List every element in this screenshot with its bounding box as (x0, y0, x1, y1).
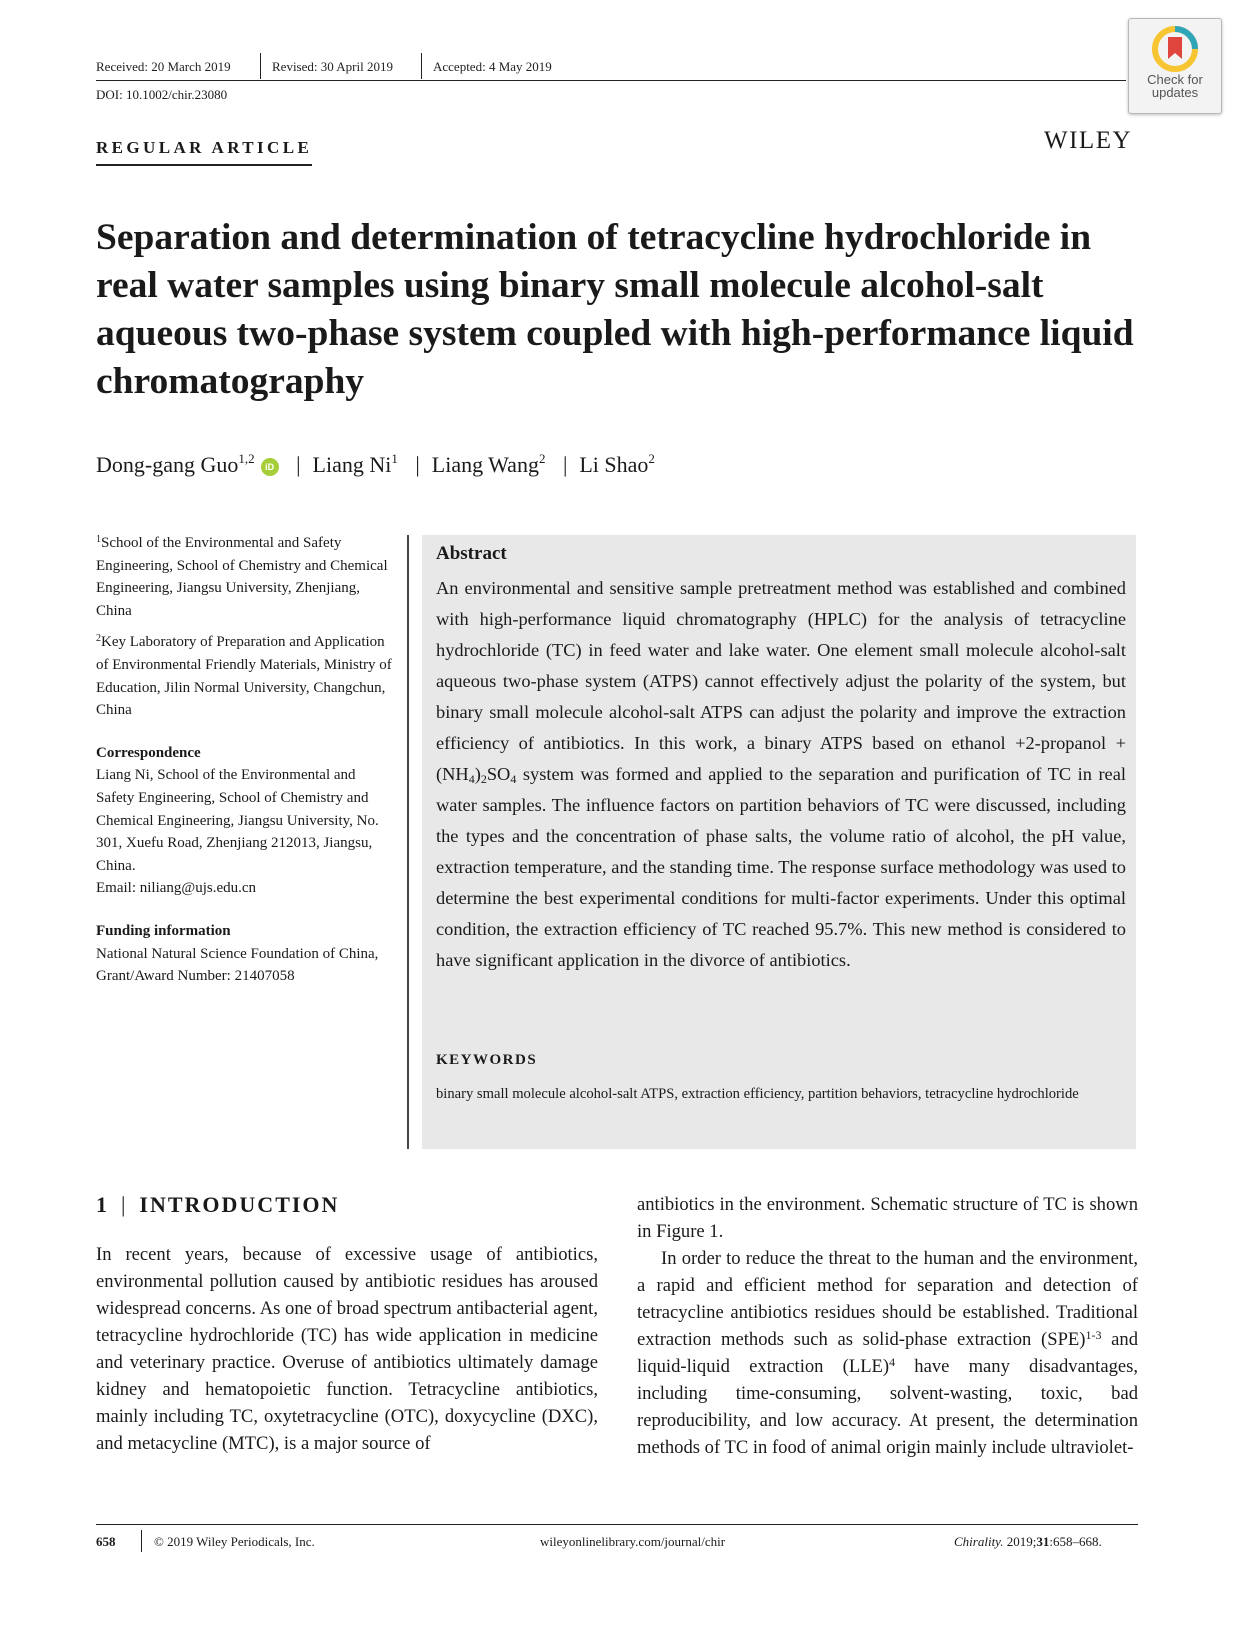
author-separator: | (562, 452, 568, 477)
author-separator: | (296, 452, 301, 477)
author-affiliation: 1 (391, 451, 398, 466)
crossmark-icon (1151, 25, 1199, 73)
section-separator: | (121, 1192, 128, 1217)
correspondence-heading: Correspondence (96, 744, 201, 761)
footer-rule (96, 1524, 1138, 1525)
received-date: Received: 20 March 2019 (96, 59, 231, 74)
body-paragraph: In order to reduce the threat to the human and the environment, a rapid and efficient method for separation and detection of tetracycline antibiotics residues should be established. Traditional extraction methods such as solid-phase extraction (SPE)$^{1-3}$ and liquid-liquid extraction (LLE)$^4$ have many disadvantages, including time-consuming, solvent-wasting, toxic, bad reproducibility, and low accuracy. At present, the determination methods of TC in food of animal origin mainly include ultraviolet- (637, 1248, 1139, 1458)
section-title: INTRODUCTION (139, 1192, 340, 1217)
accepted-date: Accepted: 4 May 2019 (433, 59, 552, 74)
affiliation: $^1$School of the Environmental and Safety Engineering, School of Chemistry and Chemical Engineering, Jiangsu University, Zhenjiang, China (96, 534, 388, 619)
section-heading (96, 1192, 339, 1218)
author-separator: | (415, 452, 420, 477)
revised-date: Revised: 30 April 2019 (272, 59, 393, 74)
article-info-column (96, 532, 394, 988)
header-divider (421, 53, 422, 79)
copyright: © 2019 Wiley Periodicals, Inc. (154, 1534, 315, 1549)
citation-ref[interactable]: 1-3 (1085, 1328, 1102, 1342)
affiliation: $^2$Key Laboratory of Preparation and Application of Environmental Friendly Materials, Ministry of Education, Jilin Normal University, Changchun, China (96, 633, 392, 719)
author-name[interactable]: Liang Wang (431, 452, 539, 477)
author-list (96, 452, 655, 478)
correspondence-email[interactable]: Email: niliang@ujs.edu.cn (96, 880, 257, 897)
article-title: Separation and determination of tetracycline hydrochloride in real water samples using binary small molecule alcohol-salt aqueous two-phase system coupled with high-performance liquid chromatography (96, 217, 1134, 402)
citation-ref[interactable]: 4 (889, 1355, 896, 1369)
author-affiliation: 2 (648, 451, 655, 466)
abstract-box (422, 535, 1136, 1149)
author-affiliation: 1,2 (238, 451, 255, 466)
orcid-icon[interactable]: iD (261, 458, 279, 476)
body-paragraph: antibiotics in the environment. Schematic structure of TC is shown in Figure 1. (637, 1194, 1138, 1242)
author-name[interactable]: Liang Ni (312, 452, 392, 477)
abstract-heading: Abstract (436, 543, 507, 564)
body-column-right (637, 1191, 1138, 1461)
author-name[interactable]: Li Shao (579, 452, 649, 477)
section-number: 1 (96, 1192, 109, 1217)
funding-heading: Funding information (96, 922, 231, 939)
journal-url[interactable]: wileyonlinelibrary.com/journal/chir (540, 1534, 726, 1549)
correspondence-text: Liang Ni, School of the Environmental and Safety Engineering, School of Chemistry and Chemical Engineering, Jiangsu University, No. 301, Xuefu Road, Zhenjiang 212013, Jiangsu, China. (96, 767, 379, 874)
abstract-text: An environmental and sensitive sample pretreatment method was established and combined with high-performance liquid chromatography (HPLC) for the analysis of tetracycline hydrochloride (TC) in feed water and lake water. One element small molecule alcohol-salt aqueous two-phase system (ATPS) cannot effectively adjust the polarity of the system, but binary small molecule alcohol-salt ATPS can adjust the polarity and improve the extraction efficiency of antibiotics. In this work, a binary ATPS based on ethanol +2-propanol + $(NH_4)_2SO_4$ system was formed and applied to the separation and purification of TC in real water samples. The influence factors on partition behaviors of TC were discussed, including the types and the concentration of phase salts, the volume ratio of alcohol, the pH value, extraction temperature, and the standing time. The response surface methodology was used to determine the best experimental conditions for multi-factor experiments. Under this optimal condition, the extraction efficiency of TC reached 95.7%. This new method is considered to have significant application in the divorce of antibiotics. (436, 578, 1126, 970)
page-number: 658 (96, 1534, 116, 1549)
footer-divider (141, 1530, 142, 1552)
header-rule (96, 80, 1126, 81)
column-divider (407, 535, 409, 1149)
badge-label-line1: Check for (1147, 72, 1203, 87)
check-for-updates-badge[interactable] (1128, 18, 1222, 114)
article-type: REGULAR ARTICLE (96, 138, 312, 166)
keywords-heading: KEYWORDS (436, 1052, 538, 1068)
publisher-logo: WILEY (1044, 127, 1133, 154)
author-affiliation: 2 (538, 451, 546, 466)
funding-text: National Natural Science Foundation of China, Grant/Award Number: 21407058 (96, 945, 379, 985)
doi[interactable]: DOI: 10.1002/chir.23080 (96, 87, 228, 102)
citation: Chirality. 2019;31:658–668. (954, 1534, 1102, 1549)
author-name[interactable]: Dong-gang Guo (96, 452, 239, 477)
body-paragraph: In recent years, because of excessive usage of antibiotics, environmental pollution caused by antibiotic residues has aroused widespread concerns. As one of broad spectrum antibacterial agent, tetracycline hydrochloride (TC) has wide application in medicine and veterinary practice. Overuse of antibiotics ultimately damage kidney and hematopoietic function. Tetracycline antibiotics, mainly including TC, oxytetracycline (OTC), doxycycline (DXC), and metacycline (MTC), is a major source of (96, 1244, 598, 1454)
keywords-list: binary small molecule alcohol-salt ATPS, extraction efficiency, partition behaviors, tetracycline hydrochloride (436, 1086, 1079, 1102)
badge-label-line2: updates (1151, 85, 1199, 100)
header-divider (260, 53, 261, 79)
